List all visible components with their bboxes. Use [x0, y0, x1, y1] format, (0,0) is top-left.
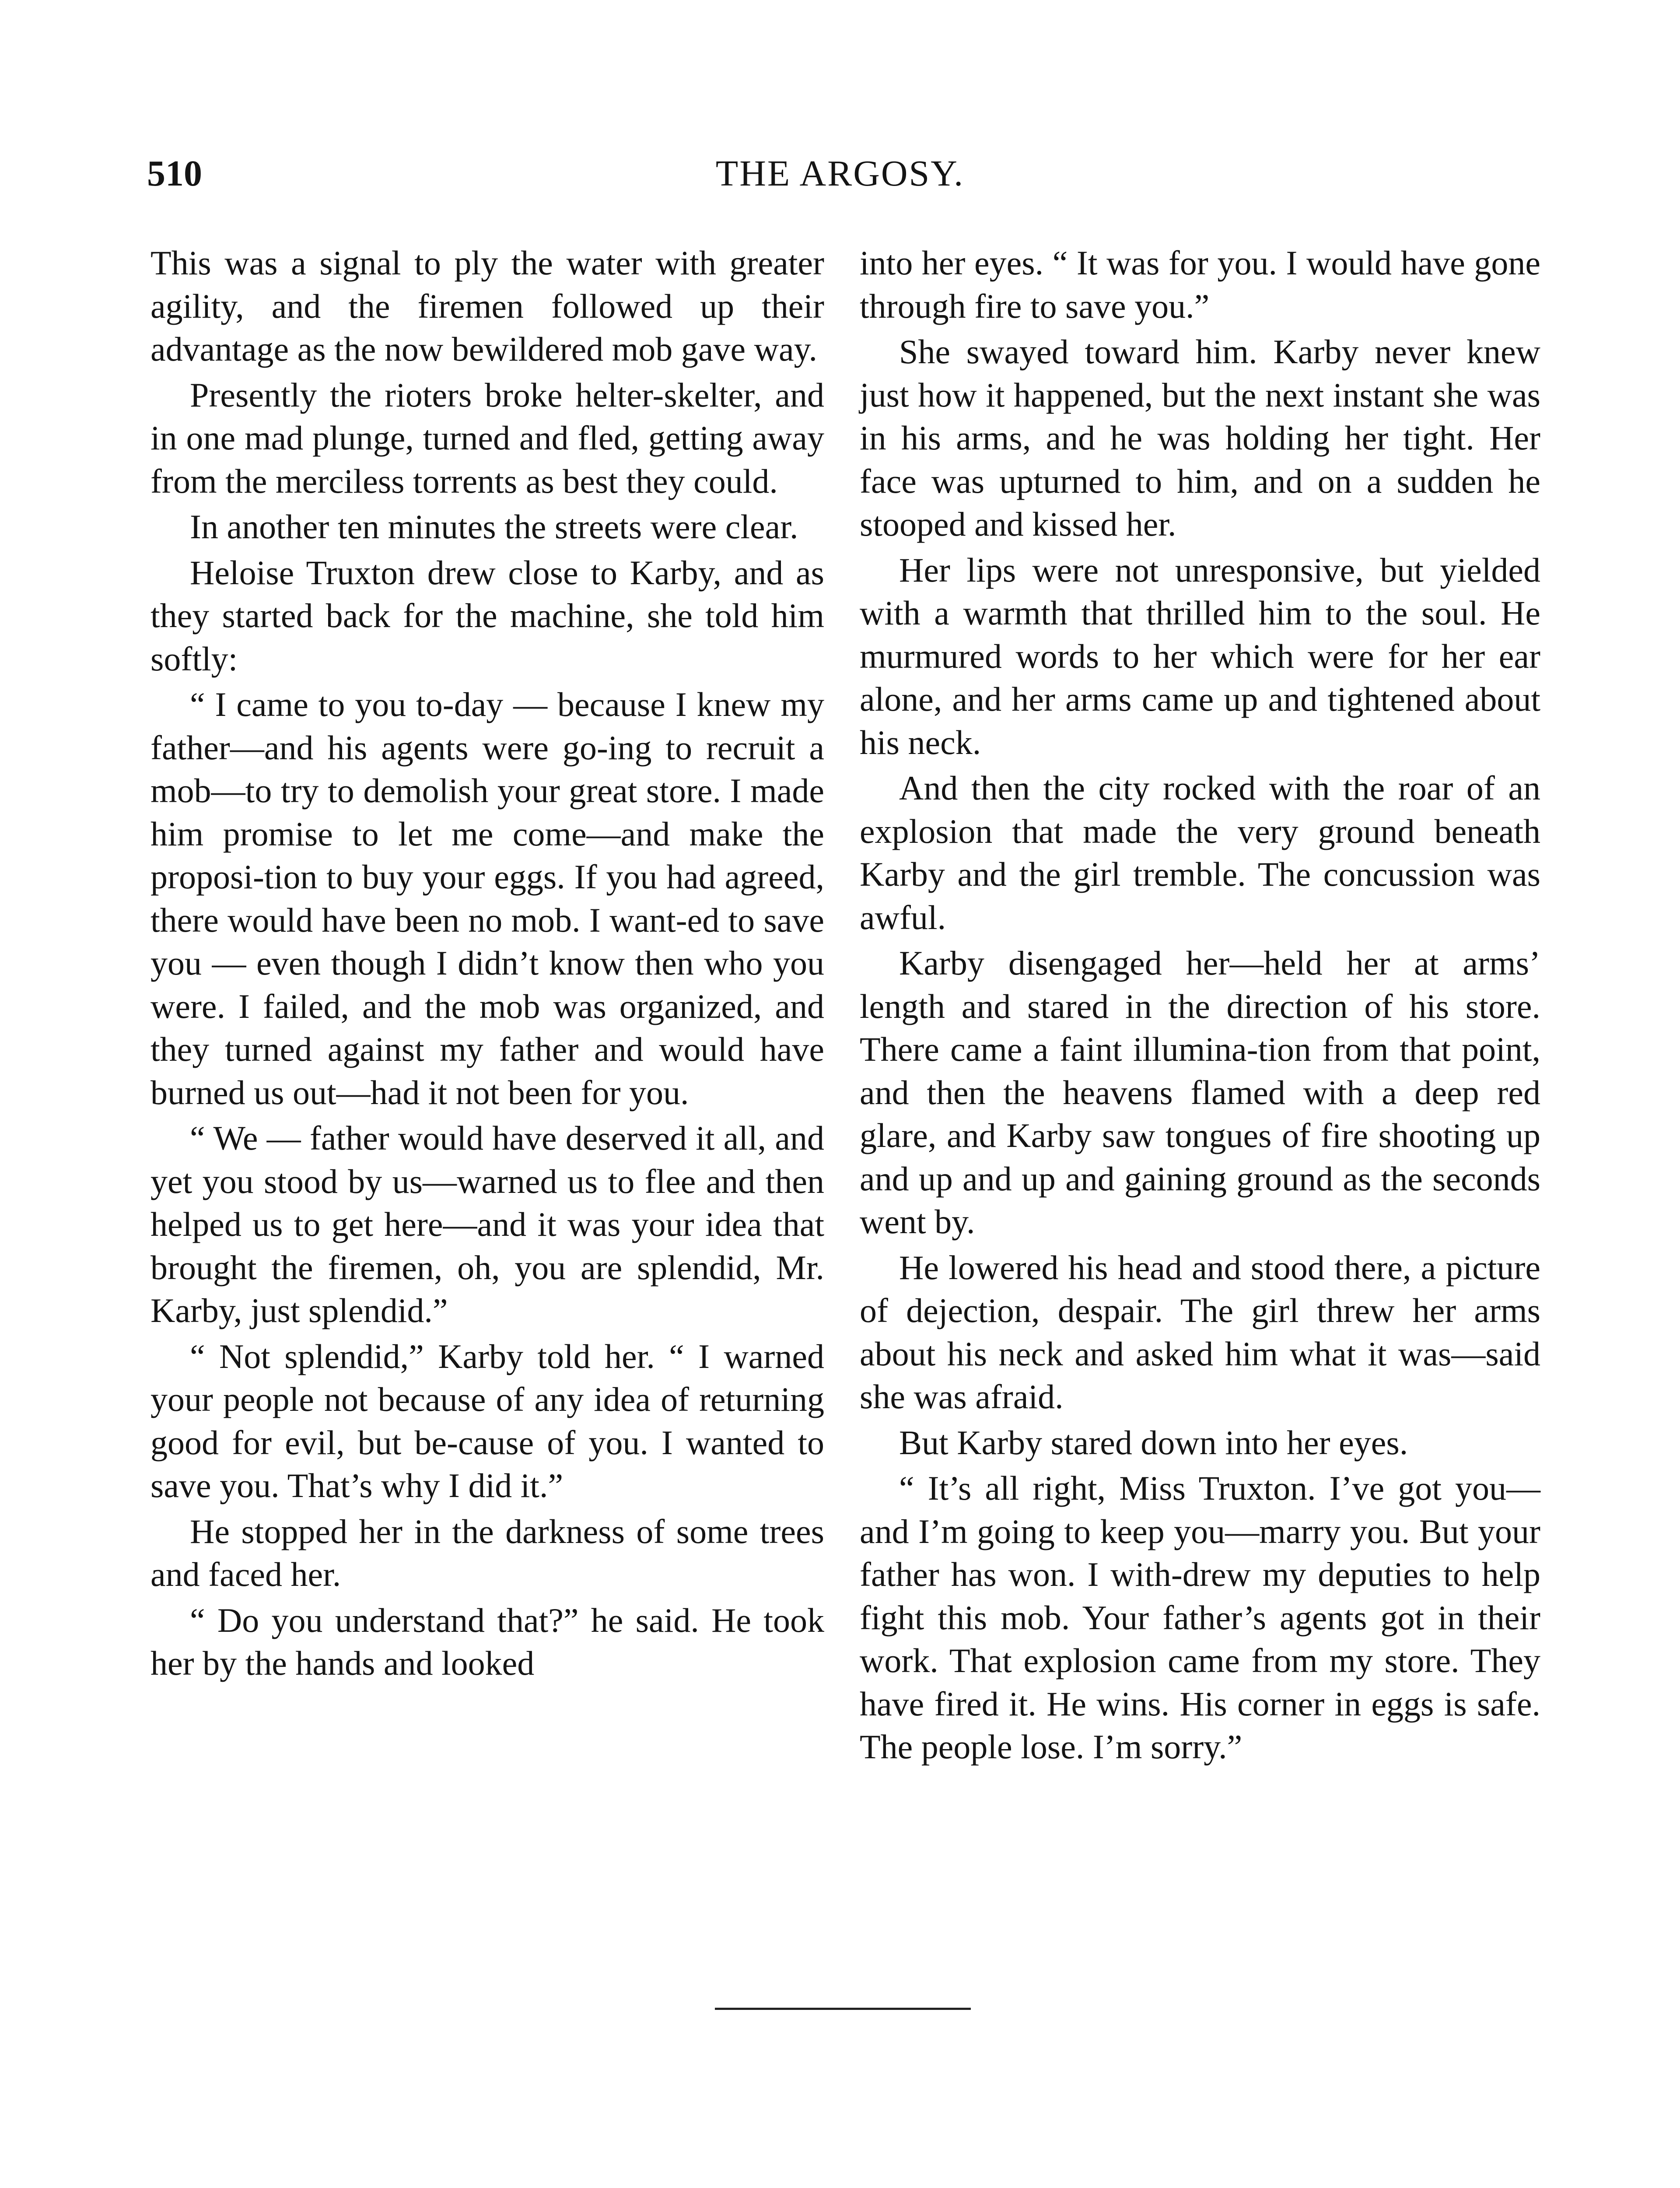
page-number: 510: [147, 153, 202, 194]
paragraph: “ We — father would have deserved it all, and yet you stood by us—warned us to flee and then helped us to get here—and it was your idea that brought the firemen, oh, you are splendid, Mr. Karby, just splendid.”: [150, 1119, 824, 1329]
paragraph: Heloise Truxton drew close to Karby, and as they started back for the machine, she told him softly:: [150, 553, 824, 678]
paragraph: into her eyes. “ It was for you. I would have gone through fire to save you.”: [860, 244, 1540, 325]
paragraph: “ I came to you to-day — because I knew my father—and his agents were go-ing to recruit a mob—to try to demolish your great store. I made him promise to let me come—and make the proposi-tion to buy your eggs. If you had agreed, there would have been no mob. I want-ed to save you — even though I didn’t know then who you were. I failed, and the mob was organized, and they turned against my father and would have burned us out—had it not been for you.: [150, 685, 824, 1112]
paragraph: He lowered his head and stood there, a picture of dejection, despair. The girl threw her arms about his neck and asked him what it was—said she was afraid.: [860, 1248, 1540, 1416]
paragraph: And then the city rocked with the roar of an explosion that made the very ground beneath Karby and the girl tremble. The concussion was awful.: [860, 769, 1540, 936]
paragraph: This was a signal to ply the water with greater agility, and the firemen followed up their advantage as the now bewildered mob gave way.: [150, 244, 824, 368]
end-of-story-rule: [715, 2008, 971, 2010]
paragraph: Karby disengaged her—held her at arms’ length and stared in the direction of his store. There came a faint illumina-tion from that point, and then the heavens flamed with a deep red glare, and Karby saw tongues of fire shooting up and up and up and gaining ground as the seconds went by.: [860, 944, 1540, 1241]
paragraph: “ Not splendid,” Karby told her. “ I warned your people not because of any idea of returning good for evil, but be-cause of you. I wanted to save you. That’s why I did it.”: [150, 1337, 824, 1504]
paragraph: “ Do you understand that?” he said. He took her by the hands and looked: [150, 1601, 824, 1682]
paragraph: Presently the rioters broke helter-skelter, and in one mad plunge, turned and fled, getting away from the merciless torrents as best they could.: [150, 375, 824, 500]
paragraph: Her lips were not unresponsive, but yielded with a warmth that thrilled him to the soul. He murmured words to her which were for her ear alone, and her arms came up and tightened about his neck.: [860, 551, 1540, 761]
paragraph: She swayed toward him. Karby never knew just how it happened, but the next instant she was in his arms, and he was holding her tight. Her face was upturned to him, and on a sudden he stooped and kissed her.: [860, 333, 1540, 543]
paragraph: But Karby stared down into her eyes.: [899, 1423, 1408, 1462]
paragraph: In another ten minutes the streets were clear.: [190, 508, 798, 546]
paragraph: He stopped her in the darkness of some trees and faced her.: [150, 1512, 824, 1593]
running-title: THE ARGOSY.: [715, 153, 965, 194]
right-column: [860, 242, 1540, 1771]
left-column: [150, 242, 824, 1688]
paragraph: “ It’s all right, Miss Truxton. I’ve got you—and I’m going to keep you—marry you. But your father has won. I with-drew my deputies to help fight this mob. Your father’s agents got in their work. That explosion came from my store. They have fired it. He wins. His corner in eggs is safe. The people lose. I’m sorry.”: [860, 1469, 1540, 1766]
